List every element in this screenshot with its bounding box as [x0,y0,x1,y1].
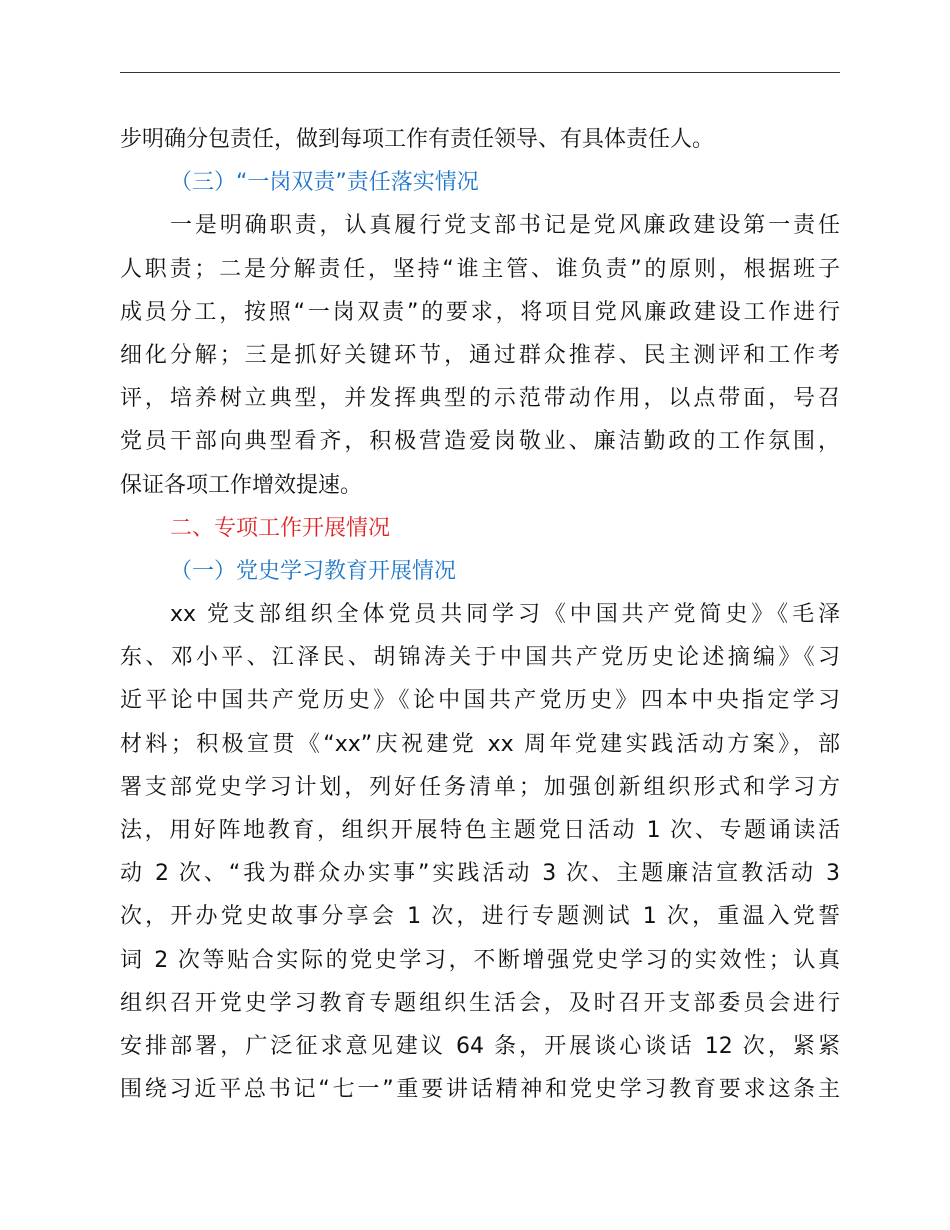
section-subheading: （三）“一岗双责”责任落实情况 [170,170,479,196]
paragraph-line: 近平论中国共产党历史》《论中国共产党历史》四本中央指定学习 [120,688,840,714]
paragraph-line: 署支部党史学习计划，列好任务清单；加强创新组织形式和学习方 [120,774,840,800]
paragraph-line: 人职责；二是分解责任，坚持“谁主管、谁负责”的原则，根据班子 [120,256,840,282]
paragraph-line: 一是明确职责，认真履行党支部书记是党风廉政建设第一责任 [170,213,840,239]
paragraph-line: 次，开办党史故事分享会 1 次，进行专题测试 1 次，重温入党誓 [120,904,840,930]
paragraph-line: 保证各项工作增效提速。 [120,472,363,498]
paragraph-line: 成员分工，按照“一岗双责”的要求，将项目党风廉政建设工作进行 [120,299,840,325]
paragraph-line: 细化分解；三是抓好关键环节，通过群众推荐、民主测评和工作考 [120,342,840,368]
section-heading: 二、专项工作开展情况 [170,515,391,541]
paragraph-line: 党员干部向典型看齐，积极营造爱岗敬业、廉洁勤政的工作氛围， [120,429,840,455]
paragraph-line: 围绕习近平总书记“七一”重要讲话精神和党史学习教育要求这条主 [120,1077,840,1103]
header-rule [120,72,840,73]
section-subheading: （一）党史学习教育开展情况 [170,558,457,584]
paragraph-line: 材料；积极宣贯《“xx”庆祝建党 xx 周年党建实践活动方案》，部 [120,731,840,757]
paragraph-line: 法，用好阵地教育，组织开展特色主题党日活动 1 次、专题诵读活 [120,818,840,843]
paragraph-line: 动 2 次、“我为群众办实事”实践活动 3 次、主题廉洁宣教活动 3 [120,861,840,887]
paragraph-line: 步明确分包责任，做到每项工作有责任领导、有具体责任人。 [120,127,715,152]
paragraph-line: 组织召开党史学习教育专题组织生活会，及时召开支部委员会进行 [120,990,840,1016]
paragraph-line: 评，培养树立典型，并发挥典型的示范带动作用，以点带面，号召 [120,386,840,412]
paragraph-line: xx 党支部组织全体党员共同学习《中国共产党简史》《毛泽 [170,602,840,628]
paragraph-line: 东、邓小平、江泽民、胡锦涛关于中国共产党历史论述摘编》《习 [120,645,840,671]
paragraph-line: 安排部署，广泛征求意见建议 64 条，开展谈心谈话 12 次，紧紧 [120,1033,840,1059]
paragraph-line: 词 2 次等贴合实际的党史学习，不断增强党史学习的实效性；认真 [120,947,840,973]
document-body [120,118,840,1111]
